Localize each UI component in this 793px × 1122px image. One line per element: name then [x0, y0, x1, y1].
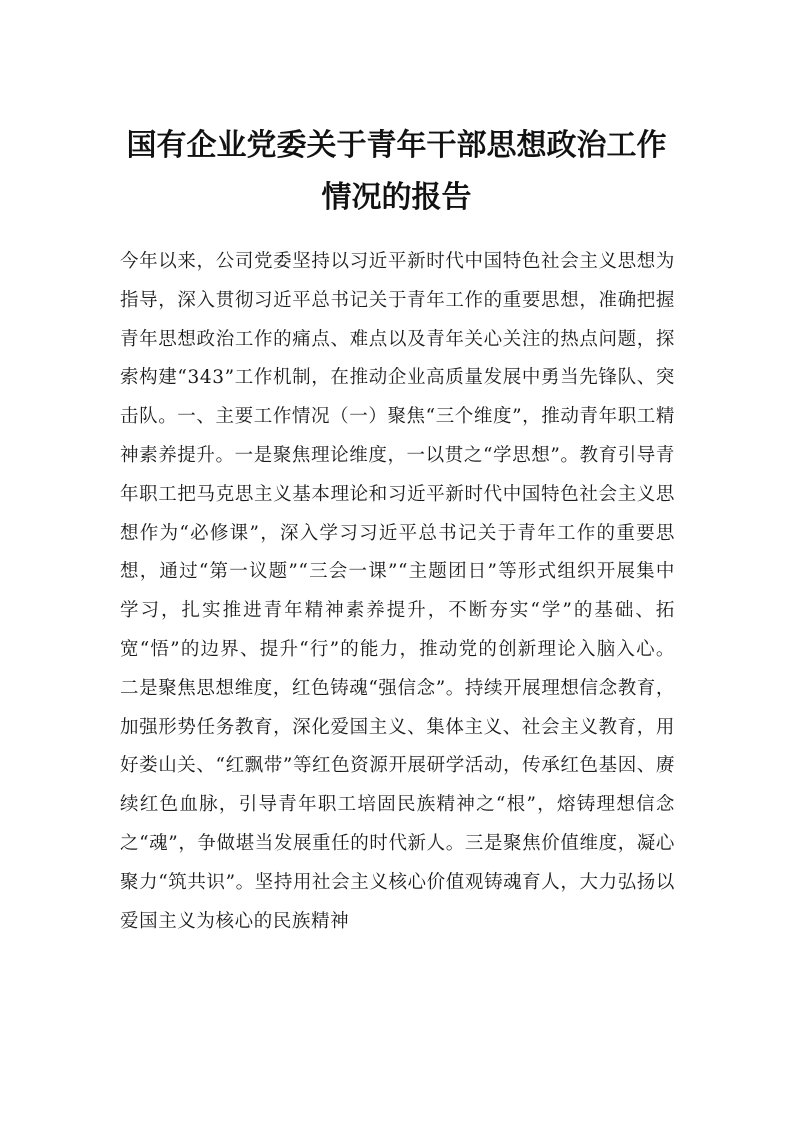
document-title-line-1: 国有企业党委关于青年干部思想政治工作 [126, 128, 667, 163]
document-title [0, 120, 793, 224]
document-title-line-2: 情况的报告 [321, 180, 472, 215]
document-body-paragraph: 今年以来，公司党委坚持以习近平新时代中国特色社会主义思想为指导，深入贯彻习近平总书记关于青年工作的重要思想，准确把握青年思想政治工作的痛点、难点以及青年关心关注的热点问题，探索构建“343”工作机制，在推动企业高质量发展中勇当先锋队、突击队。一、主要工作情况（一）聚焦“三个维度”，推动青年职工精神素养提升。一是聚焦理论维度，一以贯之“学思想”。教育引导青年职工把马克思主义基本理论和习近平新时代中国特色社会主义思想作为“必修课”，深入学习习近平总书记关于青年工作的重要思想，通过“第一议题”“三会一课”“主题团日”等形式组织开展集中学习，扎实推进青年精神素养提升，不断夯实“学”的基础、拓宽“悟”的边界、提升“行”的能力，推动党的创新理论入脑入心。二是聚焦思想维度，红色铸魂“强信念”。持续开展理想信念教育，加强形势任务教育，深化爱国主义、集体主义、社会主义教育，用好娄山关、“红飘带”等红色资源开展研学活动，传承红色基因、赓续红色血脉，引导青年职工培固民族精神之“根”，熔铸理想信念之“魂”，争做堪当发展重任的时代新人。三是聚焦价值维度，凝心聚力“筑共识”。坚持用社会主义核心价值观铸魂育人，大力弘扬以爱国主义为核心的民族精神 [120, 251, 675, 932]
